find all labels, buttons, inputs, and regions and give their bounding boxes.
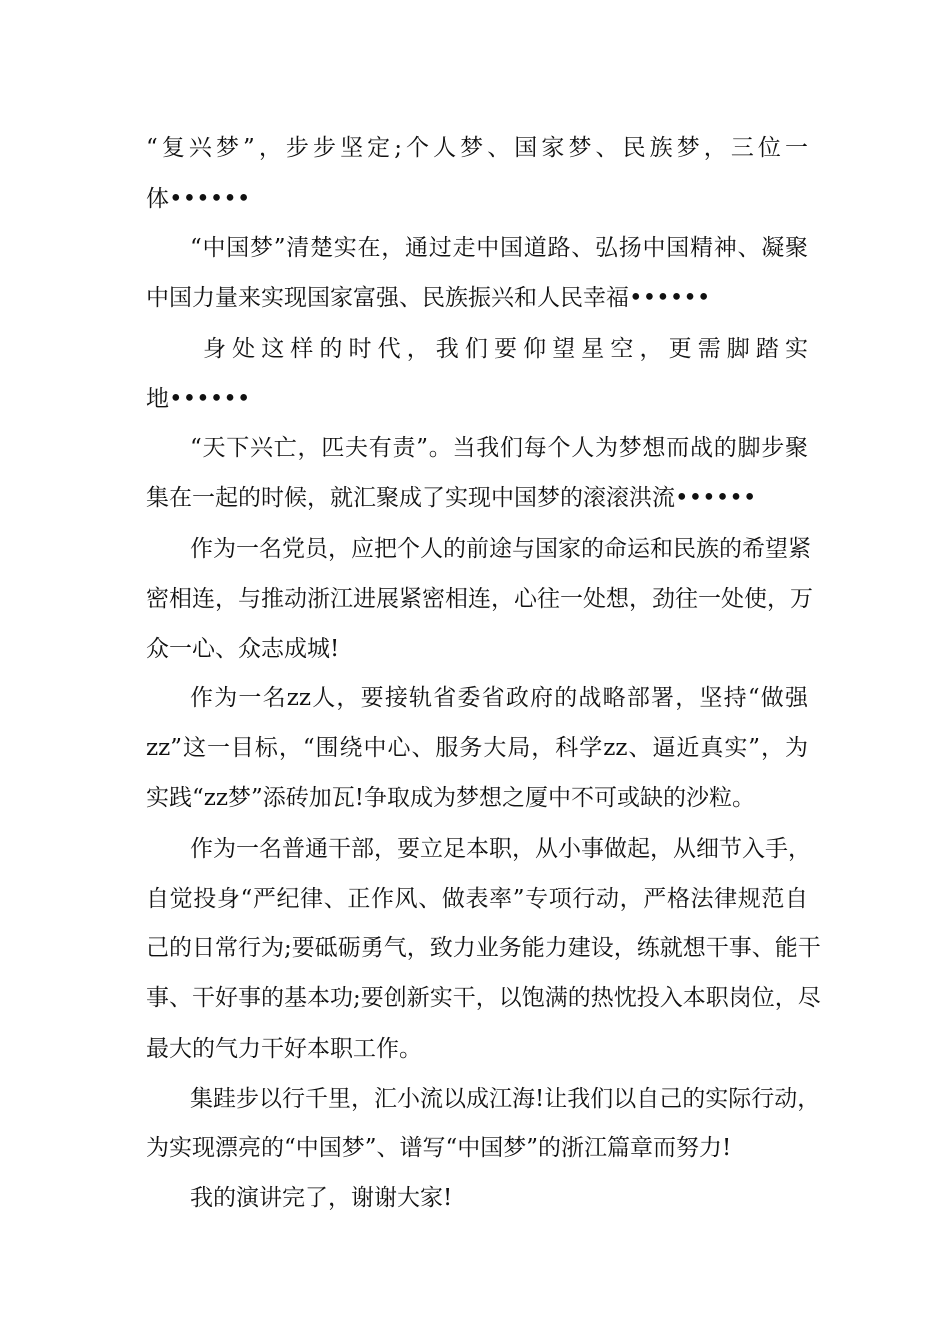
text-line: 作为一名zz人，要接轨省委省政府的战略部署，坚持“做强 [190, 685, 808, 711]
text-line: “复兴梦”，步步坚定;个人梦、国家梦、民族梦，三位一 [146, 135, 808, 161]
text-line: 我的演讲完了，谢谢大家! [190, 1185, 453, 1211]
text-line: 为实现漂亮的“中国梦”、谱写“中国梦”的浙江篇章而努力! [146, 1135, 732, 1161]
text-line: 作为一名普通干部，要立足本职，从小事做起，从细节入手， [190, 836, 811, 862]
text-line: 密相连，与推动浙江进展紧密相连，心往一处想，劲往一处使，万 [146, 586, 813, 612]
text-line: 最大的气力干好本职工作。 [146, 1036, 422, 1062]
text-line: 实践“zz梦”添砖加瓦!争取成为梦想之厦中不可或缺的沙粒。 [146, 785, 755, 811]
text-line: “天下兴亡，匹夫有责”。当我们每个人为梦想而战的脚步聚 [190, 435, 808, 461]
text-line: “中国梦”清楚实在，通过走中国道路、弘扬中国精神、凝聚 [190, 235, 808, 261]
text-line: zz”这一目标，“围绕中心、服务大局，科学zz、逼近真实”，为 [146, 735, 808, 761]
text-line: 众一心、众志成城! [146, 636, 340, 662]
text-line: 集跬步以行千里，汇小流以成江海!让我们以自己的实际行动， [190, 1086, 821, 1112]
text-line: 集在一起的时候，就汇聚成了实现中国梦的滚滚洪流•••••• [146, 485, 757, 511]
text-line: 地•••••• [146, 386, 251, 412]
text-line: 体•••••• [146, 186, 251, 212]
text-line: 作为一名党员，应把个人的前途与国家的命运和民族的希望紧 [190, 536, 811, 562]
text-line: 己的日常行为;要砥砺勇气，致力业务能力建设，练就想干事、能干 [146, 935, 821, 961]
text-line: 自觉投身“严纪律、正作风、做表率”专项行动，严格法律规范自 [146, 886, 808, 912]
text-line: 身处这样的时代，我们要仰望星空，更需脚踏实 [203, 336, 808, 362]
text-line: 中国力量来实现国家富强、民族振兴和人民幸福•••••• [146, 285, 711, 311]
text-line: 事、干好事的基本功;要创新实干，以饱满的热忱投入本职岗位，尽 [146, 985, 821, 1011]
